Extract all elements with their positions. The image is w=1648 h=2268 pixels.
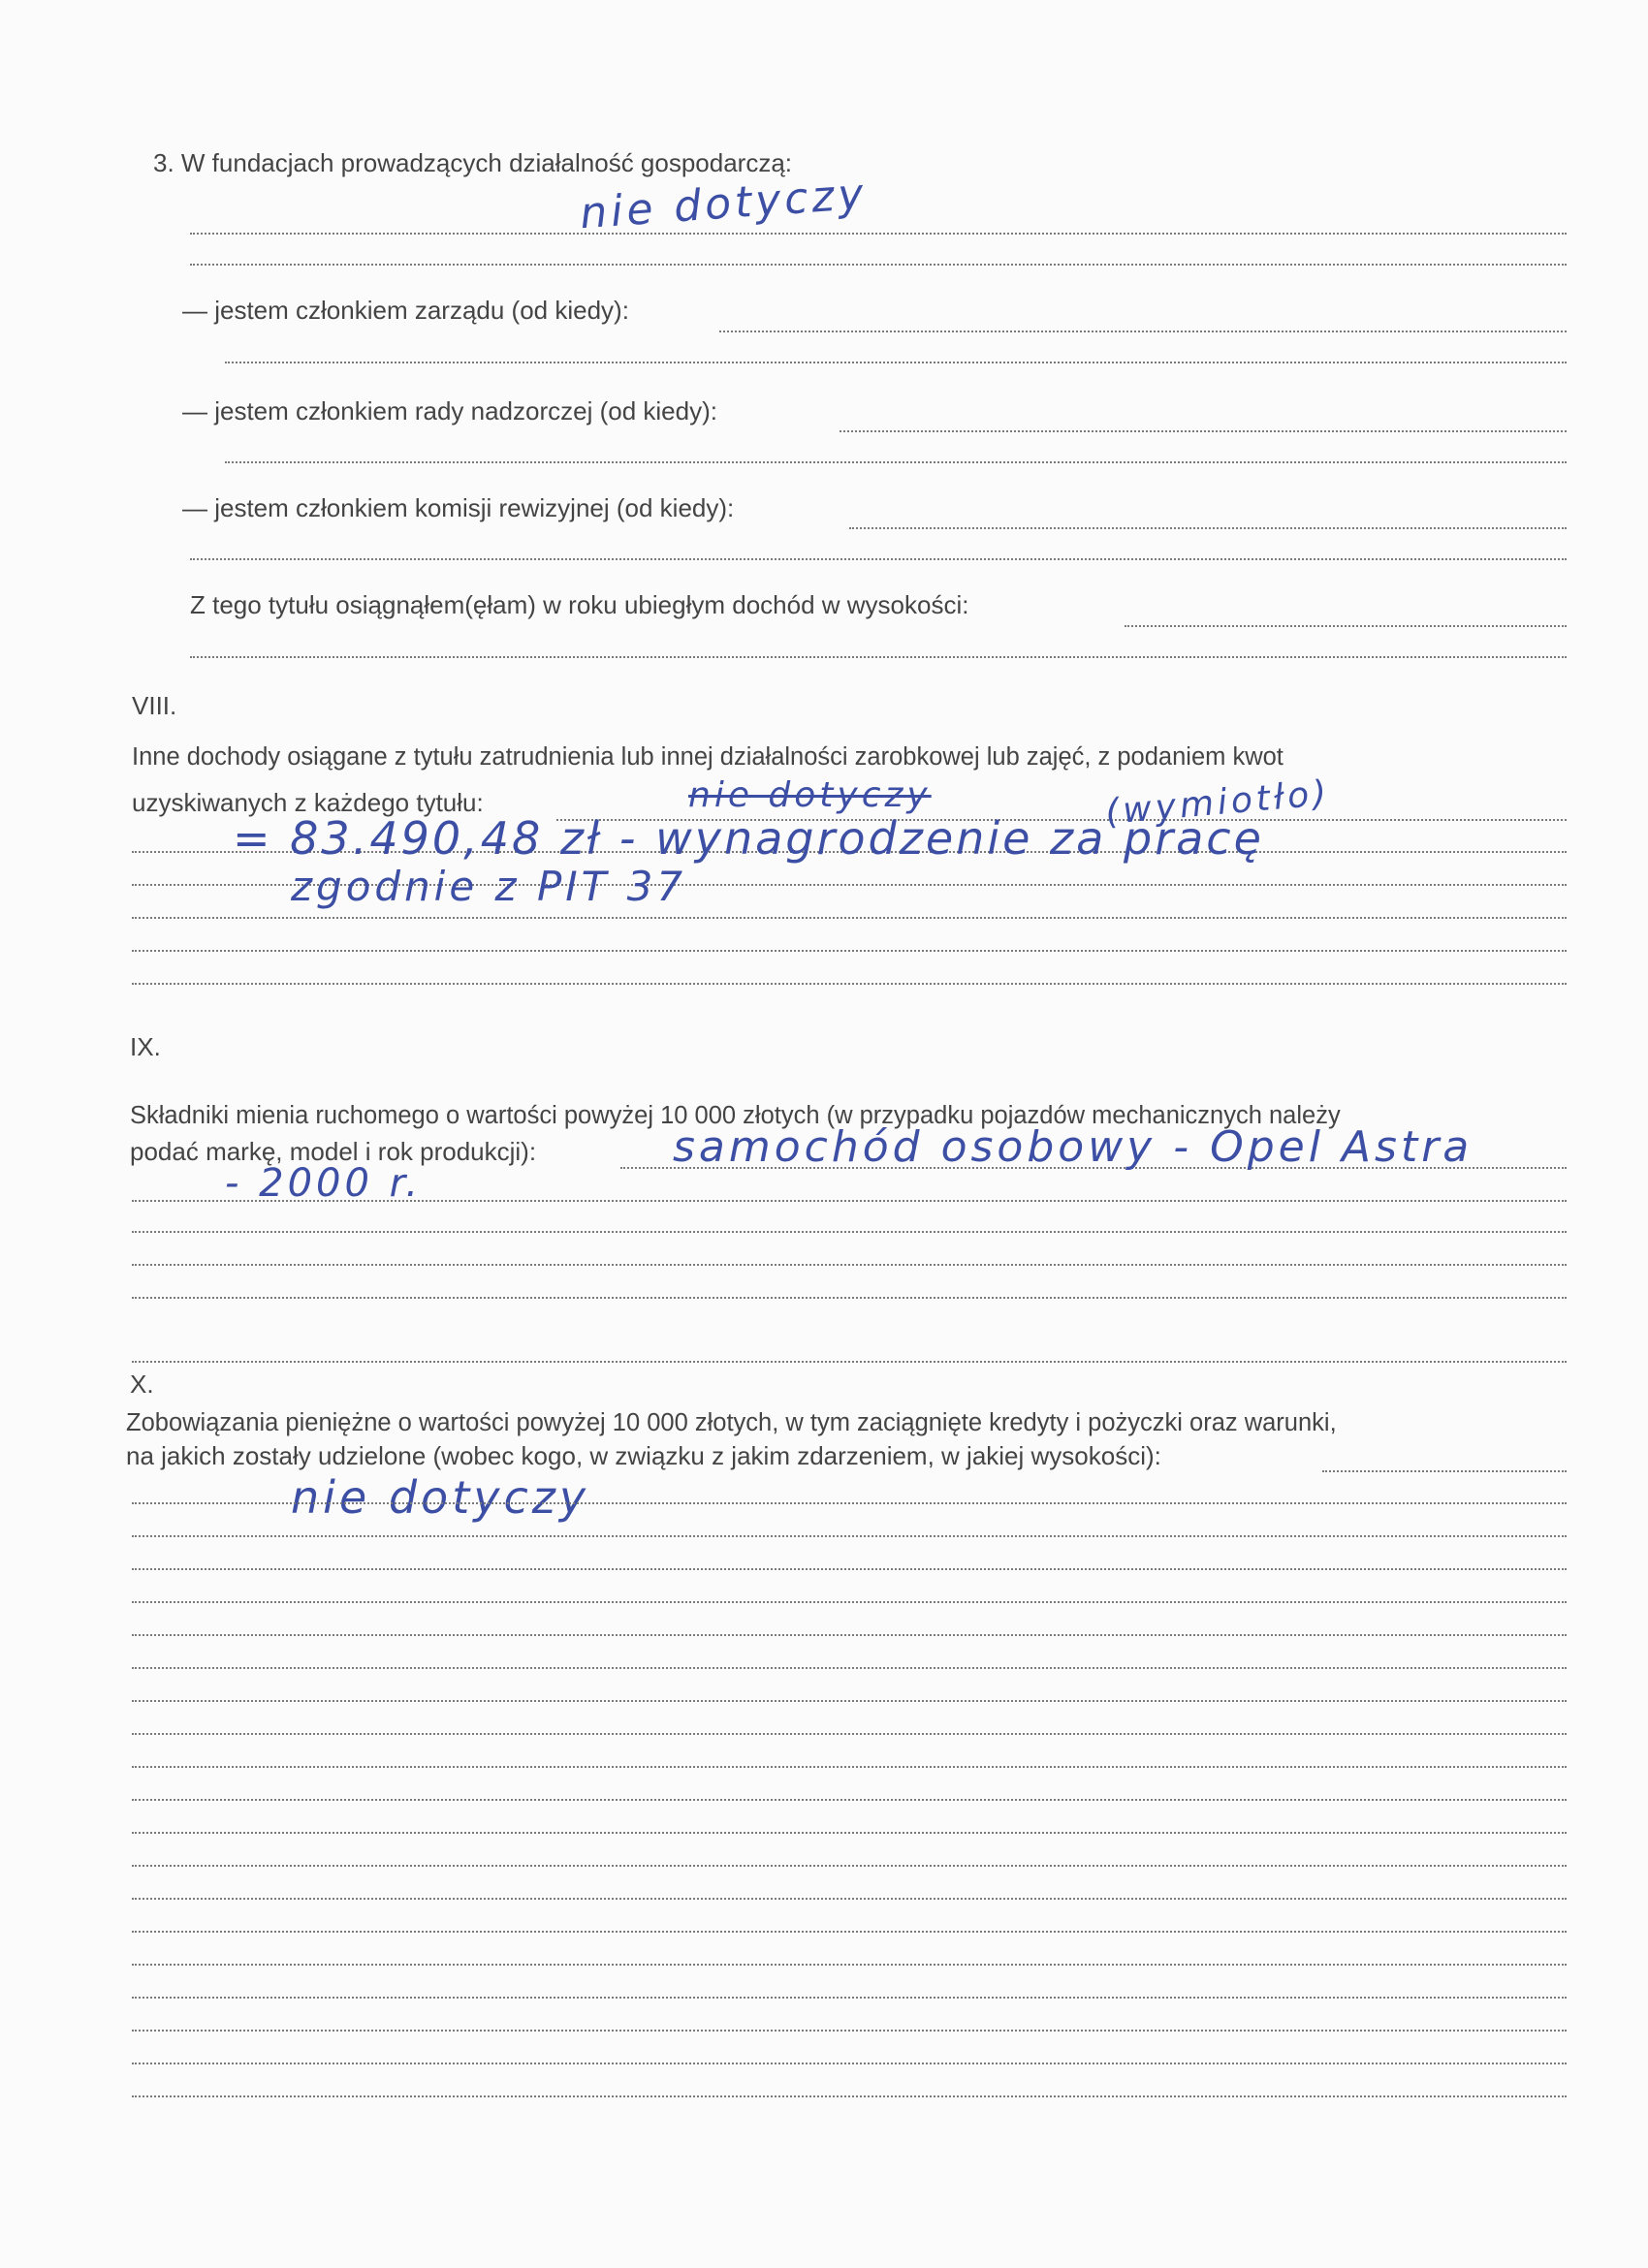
answer-line <box>225 461 1567 463</box>
income-label: Z tego tytułu osiągnąłem(ęłam) w roku ubiegłym dochód w wysokości: <box>190 590 969 619</box>
foundations-intro: 3. W fundacjach prowadzących działalność gospodarczą: <box>153 148 793 177</box>
section-x-heading: X. <box>130 1370 154 1399</box>
answer-line <box>132 1733 1567 1735</box>
answer-line <box>132 1264 1567 1266</box>
handwritten-vehicle: samochód osobowy - Opel Astra <box>673 1122 1474 1172</box>
answer-line <box>132 2063 1567 2064</box>
supervisory-board-label: — jestem członkiem rady nadzorczej (od kiedy): <box>182 396 717 425</box>
handwritten-correction-note: (wymiotło) <box>1103 772 1332 834</box>
answer-line <box>132 1898 1567 1900</box>
section-ix-text-line1: Składniki mienia ruchomego o wartości powyżej 10 000 złotych (w przypadku pojazdów mechanicznych należy <box>130 1102 1341 1129</box>
handwritten-vehicle-year: - 2000 r. <box>225 1161 423 1206</box>
section-viii-heading: VIII. <box>132 691 177 720</box>
answer-line <box>132 1832 1567 1834</box>
answer-line <box>132 1931 1567 1933</box>
answer-line <box>132 1667 1567 1669</box>
answer-line <box>132 983 1567 985</box>
answer-line <box>132 1297 1567 1299</box>
answer-line <box>132 2095 1567 2097</box>
answer-line <box>1125 625 1567 627</box>
answer-line <box>132 1997 1567 1999</box>
answer-line <box>132 950 1567 952</box>
handwritten-not-applicable-liabilities: nie dotyczy <box>291 1471 590 1524</box>
board-member-label: — jestem członkiem zarządu (od kiedy): <box>182 296 629 325</box>
answer-line <box>132 1700 1567 1702</box>
section-viii-text-line2: uzyskiwanych z każdego tytułu: <box>132 788 484 817</box>
answer-line <box>132 1865 1567 1867</box>
section-viii-text-line1: Inne dochody osiągane z tytułu zatrudnienia lub innej działalności zarobkowej lub zajęć, z podaniem kwot <box>132 743 1284 771</box>
answer-line <box>190 656 1567 658</box>
answer-line <box>190 558 1567 560</box>
answer-line <box>225 362 1567 363</box>
answer-line <box>190 264 1567 266</box>
answer-line <box>132 1601 1567 1603</box>
answer-line <box>132 1535 1567 1537</box>
answer-line <box>840 430 1567 432</box>
answer-line <box>132 1502 1567 1504</box>
section-x-text-line1: Zobowiązania pieniężne o wartości powyżej 10 000 złotych, w tym zaciągnięte kredyty i pożyczki oraz warunki, <box>126 1409 1337 1436</box>
answer-line <box>132 2030 1567 2032</box>
section-ix-text-line2: podać markę, model i rok produkcji): <box>130 1137 537 1166</box>
answer-line <box>132 1964 1567 1966</box>
answer-line <box>1322 1470 1567 1472</box>
section-ix-heading: IX. <box>130 1032 161 1061</box>
answer-line <box>719 331 1567 332</box>
answer-line <box>132 1568 1567 1570</box>
answer-line <box>132 1766 1567 1768</box>
answer-line <box>132 1634 1567 1636</box>
answer-line <box>132 917 1567 919</box>
section-x-text-line2: na jakich zostały udzielone (wobec kogo, w związku z jakim zdarzeniem, w jakiej wysokości): <box>126 1441 1161 1470</box>
answer-line <box>190 233 1567 235</box>
handwritten-struck-not-applicable: nie dotyczy <box>688 775 932 815</box>
handwritten-income-amount: = 83.490,48 zł - wynagrodzenie za pracę <box>233 812 1264 865</box>
handwritten-not-applicable-foundations: nie dotyczy <box>578 169 870 239</box>
answer-line <box>132 1361 1567 1363</box>
answer-line <box>132 1231 1567 1233</box>
handwritten-income-source: zgodnie z PIT 37 <box>291 863 687 910</box>
answer-line <box>849 527 1567 529</box>
audit-committee-label: — jestem członkiem komisji rewizyjnej (od kiedy): <box>182 493 735 522</box>
answer-line <box>132 1799 1567 1801</box>
